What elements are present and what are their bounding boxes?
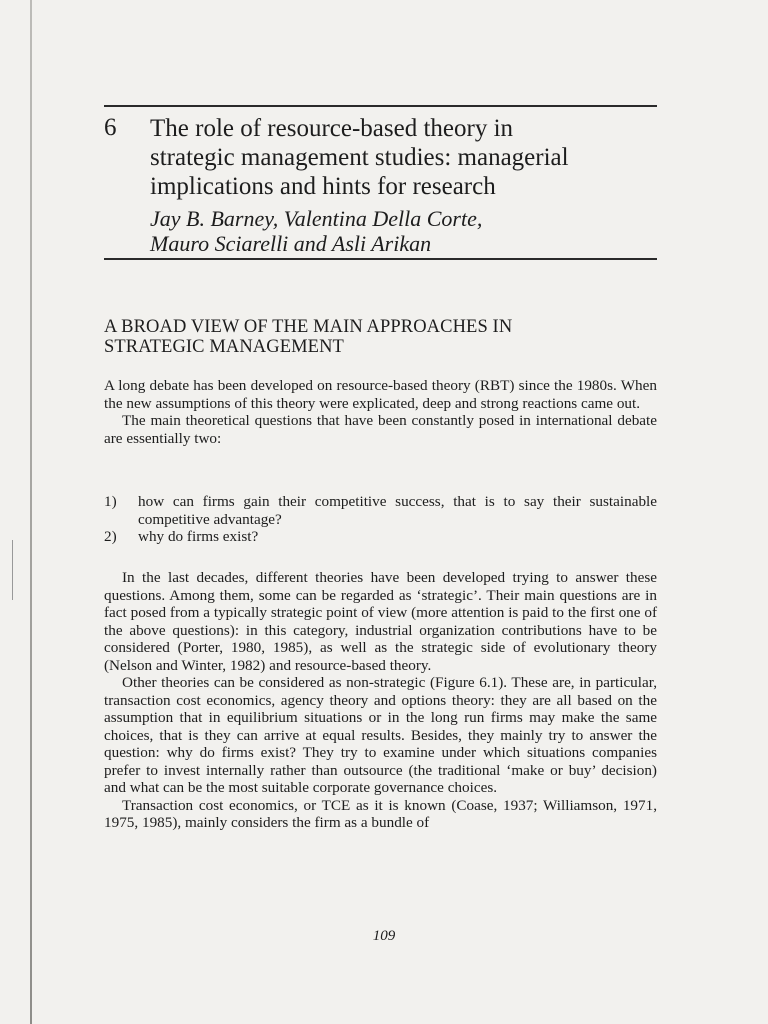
list-item [104,493,657,528]
chapter-title-line: strategic management studies: managerial [150,144,569,171]
chapter-number: 6 [104,114,117,141]
question-list [104,493,657,546]
page-binding-edge [30,0,32,1024]
section-heading-line: A BROAD VIEW OF THE MAIN APPROACHES IN [104,317,513,337]
intro-paragraphs [104,377,657,447]
chapter-title-line: The role of resource-based theory in [150,115,514,142]
chapter-title-line: implications and hints for research [150,173,496,200]
paragraph: Transaction cost economics, or TCE as it is known (Coase, 1937; Williamson, 1971, 1975, 1985), mainly considers the firm as a bundle of [104,796,657,831]
section-heading [104,317,664,357]
main-paragraphs [104,569,657,832]
author-line: Jay B. Barney, Valentina Della Corte, [150,206,483,231]
list-item [104,528,657,546]
paragraph: The main theoretical questions that have been constantly posed in international debate are essentially two: [104,412,657,447]
title-top-rule [104,105,657,107]
author-line: Mauro Sciarelli and Asli Arikan [150,231,432,256]
paragraph: Other theories can be considered as non-strategic (Figure 6.1). These are, in particular, transaction cost economics, agency theory and options theory: they are all based on the assumption that in equilibrium situations or in the long run firms may make the same choices, that is they can arrive at equal results. Besides, they mainly try to answer the question: why do firms exist? They try to examine under which situations companies prefer to invest internally rather than outsource (the traditional ‘make or buy’ decision) and what can be the most suitable corporate governance choices. [104,674,657,796]
section-heading-line: STRATEGIC MANAGEMENT [104,337,344,357]
list-item-text: why do firms exist? [138,528,259,545]
paragraph: In the last decades, different theories have been developed trying to answer these questions. Among them, some can be regarded as ‘strategic’. Their main questions are in fact posed from a typically strategic point of view (more attention is paid to the first one of the above questions): in this category, industrial organization contributions have to be considered (Porter, 1980, 1985), as well as the strategic side of evolutionary theory (Nelson and Winter, 1982) and resource-based theory. [104,569,657,674]
chapter-authors [150,206,660,256]
title-bottom-rule [104,258,657,260]
page-number: 109 [372,928,396,944]
paragraph: A long debate has been developed on resource-based theory (RBT) since the 1980s. When the new assumptions of this theory were explicated, deep and strong reactions came out. [104,377,657,412]
list-item-number: 2) [104,528,117,545]
chapter-title [150,114,660,201]
list-item-text: how can firms gain their competitive success, that is to say their sustainable competitive advantage? [138,493,657,528]
list-item-number: 1) [104,493,117,510]
scan-mark [12,540,13,600]
